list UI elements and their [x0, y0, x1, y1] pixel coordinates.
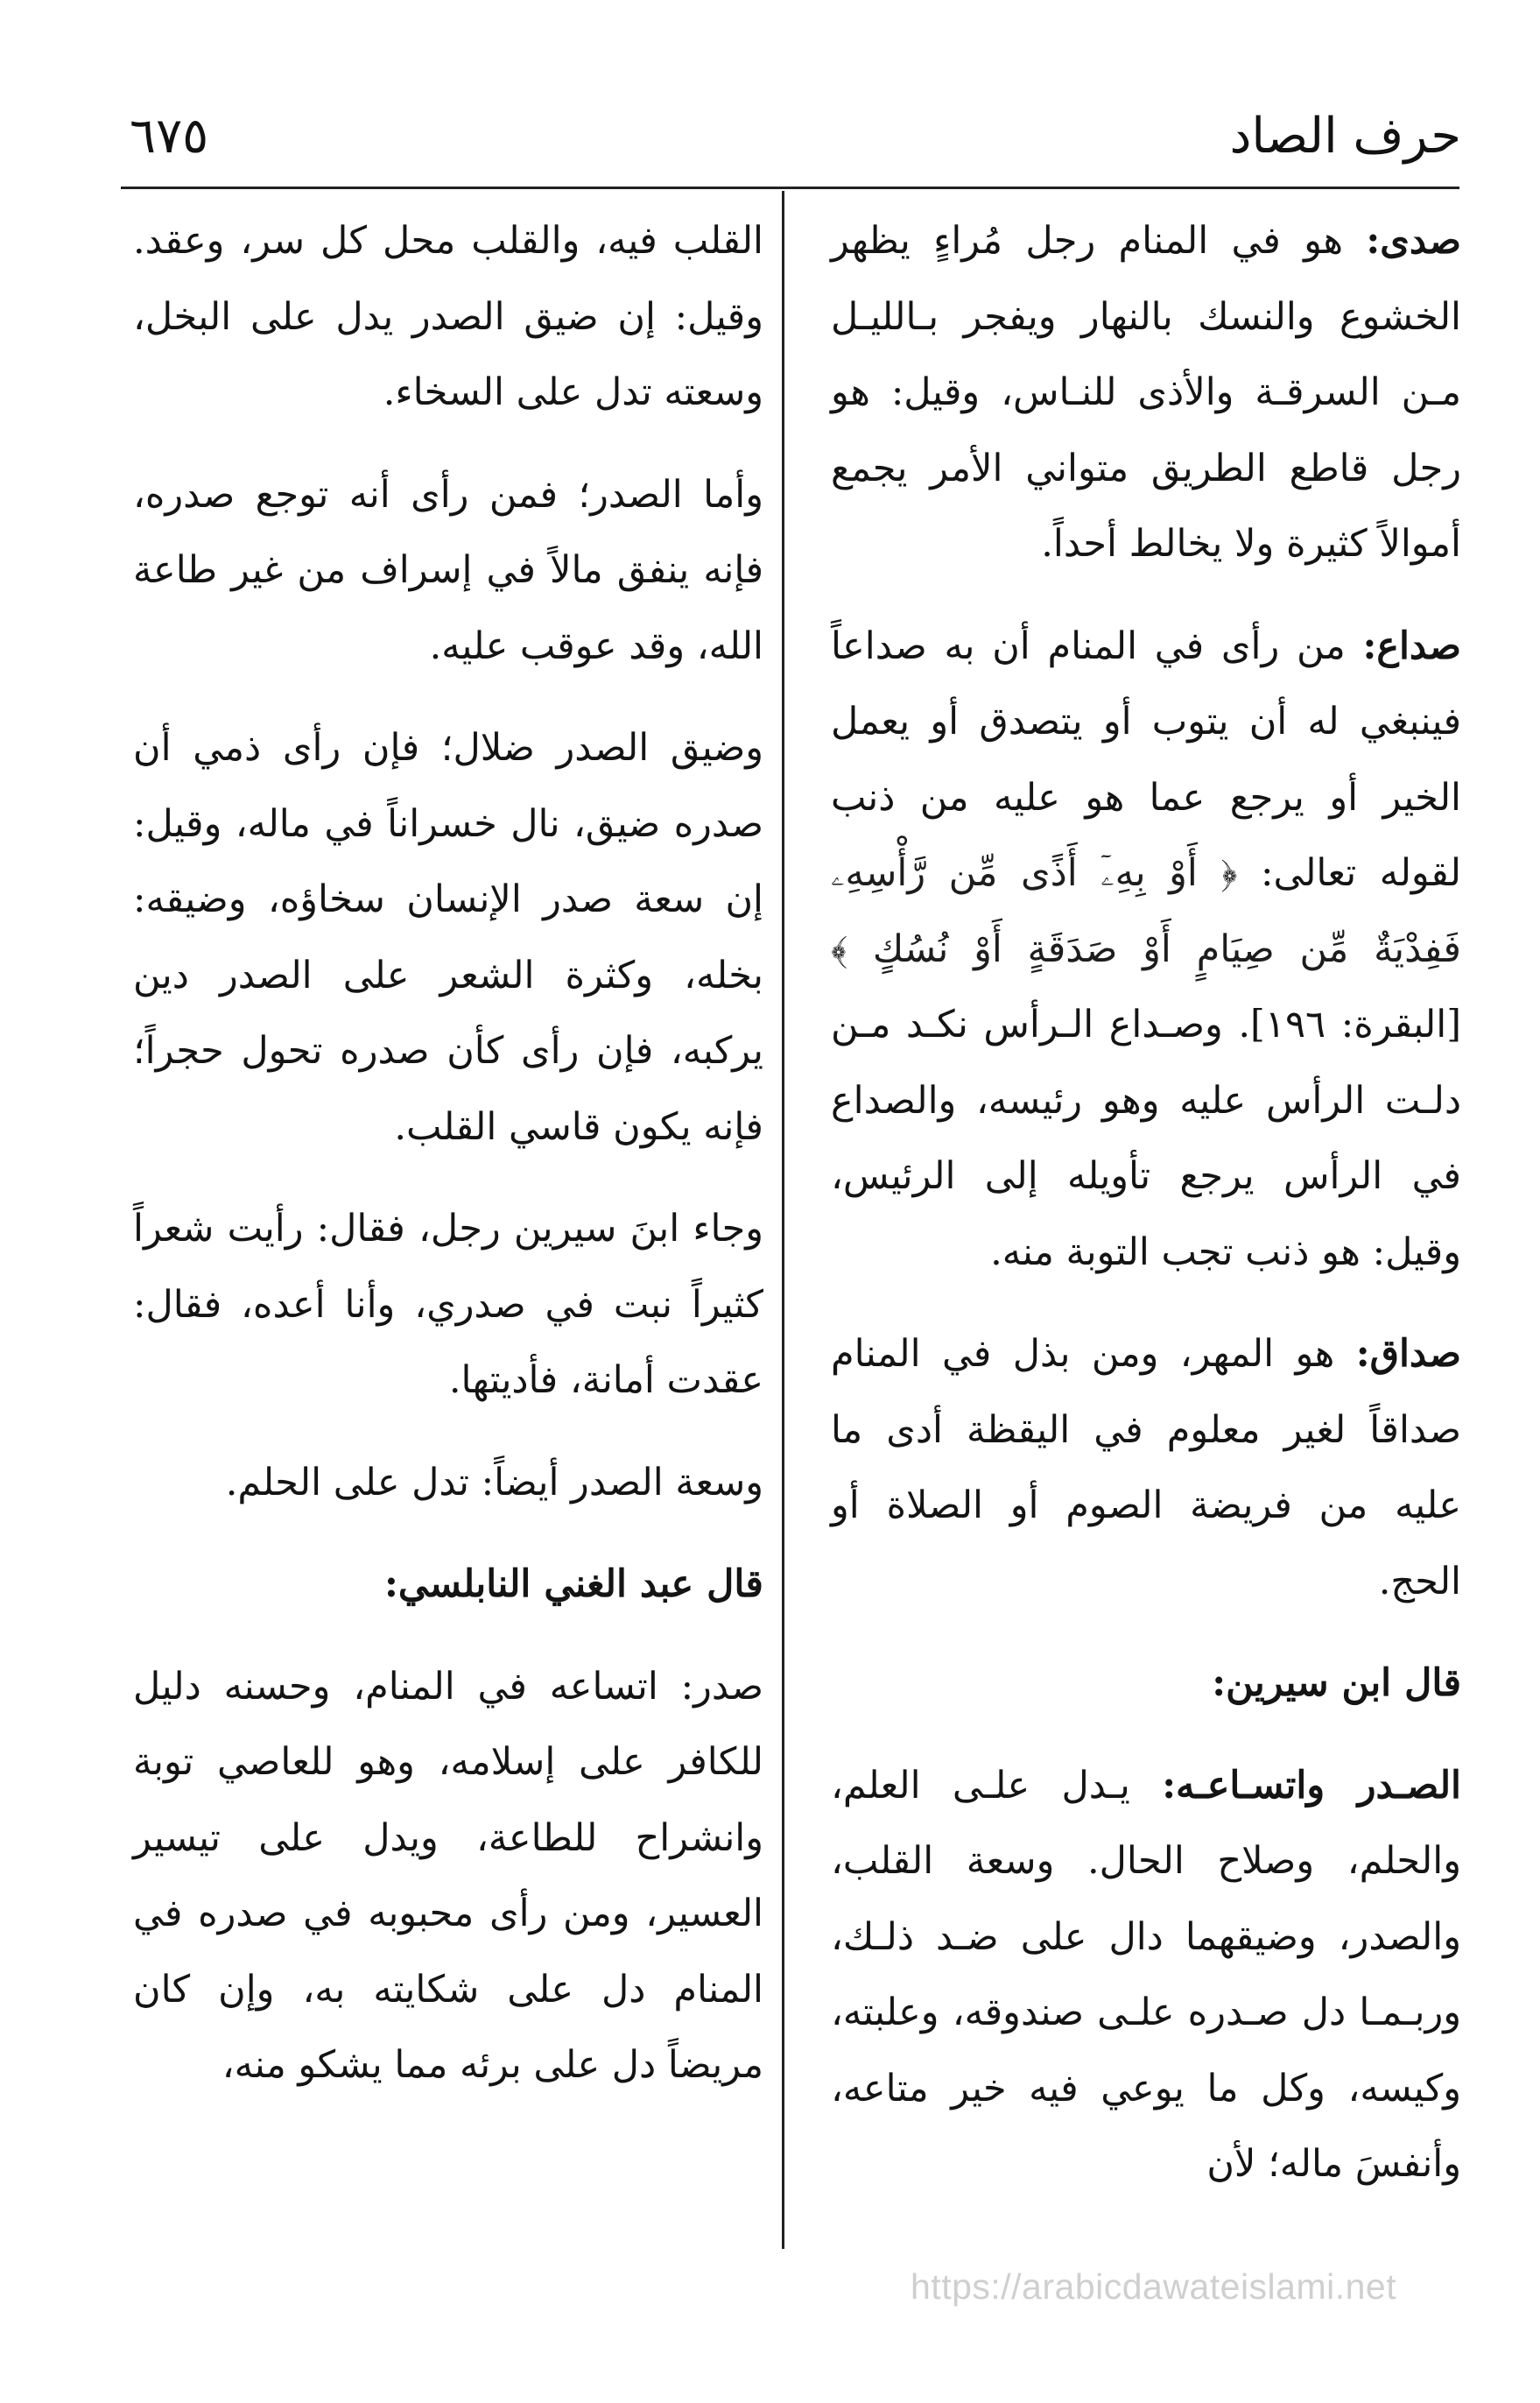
ibn-sirin-heading: قال ابن سيرين:	[1212, 1661, 1461, 1705]
entry-sudaa	[831, 609, 1461, 1291]
paragraph: القلب فيه، والقلب محل كل سر، وعقد. وقيل: إن ضيق الصدر يدل على البخل، وسعته تدل على السخاء.	[133, 219, 763, 414]
entry-term: صداع:	[1362, 624, 1462, 668]
entry-term: صداق:	[1355, 1332, 1461, 1376]
entry-text: هو في المنام رجل مُراءٍ يظهر الخشوع والنسك بالنهار ويفجر بـالليـل مـن السرقـة والأذى للنـاس، وقيل: هو رجل قاطع الطريق متواني الأمر يجمع أموالاً كثيرة ولا يخالط أحداً.	[831, 219, 1461, 566]
entry-text: هو المهر، ومن بذل في المنام صداقاً لغير معلوم في اليقظة أدى ما عليه من فريضة الصوم أو الصلاة أو الحج.	[831, 1332, 1461, 1603]
left-column	[133, 203, 763, 2130]
entry-text: وصـداع الـرأس نكـد مـن دلـت الرأس عليه وهو رئيسه، والصداع في الرأس يرجع تأويله إلى الرئيس، وقيل: هو ذنب تجب التوبة منه.	[831, 1003, 1461, 1274]
chapter-title: حرف الصاد	[1229, 108, 1461, 165]
paragraph: صدر: اتساعه في المنام، وحسنه دليل للكافر على إسلامه، وهو للعاصي توبة وانشراح للطاعة، ويدل على تيسير العسير، ومن رأى محبوبه في صدره في المنام دل على شكايته به، وإن كان مريضاً دل على برئه مما يشكو منه،	[133, 1664, 763, 2087]
right-column	[831, 203, 1461, 2229]
entry-term: صدى:	[1366, 219, 1461, 263]
watermark-url: https://arabicdawateislami.net	[911, 2266, 1397, 2307]
paragraph: وضيق الصدر ضلال؛ فإن رأى ذمي أن صدره ضيق، نال خسراناً في ماله، وقيل: إن سعة صدر الإنسان سخاؤه، وضيقه: بخله، وكثرة الشعر على الصدر دين يركبه، فإن رأى كأن صدره تحول حجراً؛ فإنه يكون قاسي القلب.	[133, 726, 763, 1149]
entry-sadaa	[831, 203, 1461, 582]
quran-verse: ﴿ أَوْ بِهِۦٓ أَذًى مِّن رَّأْسِهِۦ فَفِدْيَةٌ مِّن صِيَامٍ أَوْ صَدَقَةٍ أَوْ نُسُكٍ ﴾	[831, 851, 1461, 971]
page-number: ٦٧٥	[130, 108, 209, 165]
entry-sadaq	[831, 1316, 1461, 1619]
entry-text: يـدل علـى العلم، والحلم، وصلاح الحال. وسعة القلب، والصدر، وضيقهما دال على ضـد ذلـك، وربـمـا دل صـدره علـى صندوقه، وعلبته، وكيسه، وكل ما يوعي فيه خير متاعه، وأنفسَ ماله؛ لأن	[831, 1763, 1461, 2186]
paragraph: وأما الصدر؛ فمن رأى أنه توجع صدره، فإنه ينفق مالاً في إسراف من غير طاعة الله، وقد عوقب عليه.	[133, 472, 763, 668]
verse-citation: [البقرة: ١٩٦].	[1238, 1003, 1461, 1046]
column-divider	[782, 191, 784, 2249]
header-rule	[121, 187, 1459, 189]
entry-text: من رأى في المنام أن به صداعاً فينبغي له أن يتوب أو يتصدق أو يعمل الخير أو يرجع عما هو عليه من ذنب لقوله تعالى:	[831, 624, 1461, 895]
nabulsi-heading: قال عبد الغني النابلسي:	[383, 1562, 763, 1606]
entry-term: الصـدر واتسـاعـه:	[1162, 1763, 1461, 1808]
paragraph: وسعة الصدر أيضاً: تدل على الحلم.	[225, 1460, 763, 1505]
entry-sadr	[831, 1748, 1461, 2202]
paragraph: وجاء ابنَ سيرين رجل، فقال: رأيت شعراً كثيراً نبت في صدري، وأنا أعده، فقال: عقدت أمانة، فأديتها.	[133, 1207, 763, 1402]
